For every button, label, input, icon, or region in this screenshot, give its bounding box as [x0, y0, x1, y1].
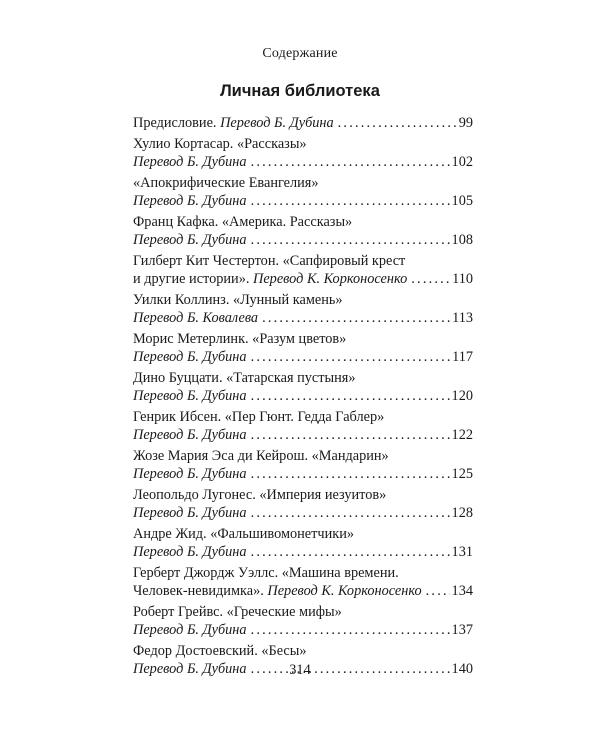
toc-line — [133, 486, 473, 504]
dot-leader — [411, 270, 450, 288]
toc-line-text — [133, 465, 247, 483]
dot-leader — [262, 309, 450, 327]
toc-entry — [133, 408, 473, 444]
entry-page-number: 105 — [451, 193, 473, 209]
toc-entry — [133, 564, 473, 600]
dot-leader — [251, 192, 450, 210]
toc-line — [133, 330, 473, 348]
toc-line — [133, 465, 473, 483]
entry-title: Герберт Джордж Уэллс. «Машина времени. — [133, 565, 399, 581]
toc-line — [133, 291, 473, 309]
translator-credit: Перевод Б. Дубина — [133, 232, 247, 248]
translator-credit: Перевод Б. Дубина — [133, 193, 247, 209]
dot-leader — [251, 465, 450, 483]
toc-line-text — [133, 447, 389, 465]
toc-line-text — [133, 192, 247, 210]
toc-line-text — [133, 153, 247, 171]
translator-credit: Перевод Б. Дубина — [133, 544, 247, 560]
entry-title: и другие истории». — [133, 271, 253, 287]
dot-leader — [251, 543, 450, 561]
entry-page-number: 128 — [451, 505, 473, 521]
toc-line — [133, 387, 473, 405]
toc-line — [133, 309, 473, 327]
entry-title: Андре Жид. «Фальшивомонетчики» — [133, 526, 354, 542]
toc-entry — [133, 369, 473, 405]
toc-line — [133, 447, 473, 465]
entry-page-number: 125 — [451, 466, 473, 482]
translator-credit: Перевод Б. Дубина — [220, 115, 334, 131]
toc-line-text — [133, 603, 342, 621]
toc-line-text — [133, 309, 258, 327]
toc-line — [133, 564, 473, 582]
section-title: Личная библиотека — [220, 82, 380, 100]
toc-line — [133, 408, 473, 426]
toc-line — [133, 426, 473, 444]
dot-leader — [426, 582, 450, 600]
entry-page-number: 140 — [451, 661, 473, 677]
toc-line-text — [133, 270, 407, 288]
toc-entry — [133, 114, 473, 132]
toc-line — [133, 114, 473, 132]
toc-line — [133, 621, 473, 639]
toc-entry — [133, 330, 473, 366]
toc-entry — [133, 252, 473, 288]
entry-title: Морис Метерлинк. «Разум цветов» — [133, 331, 347, 347]
entry-page-number: 131 — [451, 544, 473, 560]
toc-entry — [133, 447, 473, 483]
toc-line — [133, 174, 473, 192]
entry-title: Уилки Коллинз. «Лунный камень» — [133, 292, 343, 308]
toc-line-text — [133, 582, 422, 600]
entry-title: Роберт Грейвс. «Греческие мифы» — [133, 604, 342, 620]
entry-page-number: 99 — [458, 115, 473, 131]
toc-line-text — [133, 174, 319, 192]
toc-line-text — [133, 231, 247, 249]
entry-title: Человек-невидимка». — [133, 583, 268, 599]
translator-credit: Перевод К. Корконосенко — [253, 271, 408, 287]
entry-page-number: 120 — [451, 388, 473, 404]
page-number: 314 — [289, 662, 311, 678]
translator-credit: Перевод Б. Дубина — [133, 154, 247, 170]
translator-credit: Перевод Б. Дубина — [133, 505, 247, 521]
toc-line-text — [133, 525, 354, 543]
toc-line-text — [133, 252, 405, 270]
table-of-contents — [133, 114, 473, 681]
entry-page-number: 122 — [451, 427, 473, 443]
toc-entry — [133, 603, 473, 639]
toc-line-text — [133, 426, 247, 444]
translator-credit: Перевод Б. Дубина — [133, 349, 247, 365]
toc-line-text — [133, 114, 334, 132]
toc-line — [133, 369, 473, 387]
toc-line — [133, 252, 473, 270]
entry-page-number: 110 — [452, 271, 473, 287]
entry-title: Предисловие. — [133, 115, 221, 131]
toc-line-text — [133, 621, 247, 639]
entry-title: Гилберт Кит Честертон. «Сапфировый крест — [133, 253, 406, 269]
toc-line-text — [133, 330, 346, 348]
entry-title: Леопольдо Лугонес. «Империя иезуитов» — [133, 487, 387, 503]
toc-line-text — [133, 135, 307, 153]
entry-page-number: 113 — [452, 310, 473, 326]
translator-credit: Перевод Б. Дубина — [133, 427, 247, 443]
toc-line-text — [133, 348, 247, 366]
toc-line — [133, 642, 473, 660]
toc-entry — [133, 135, 473, 171]
entry-title: Хулио Кортасар. «Рассказы» — [133, 136, 307, 152]
toc-line-text — [133, 369, 355, 387]
entry-title: Жозе Мария Эса ди Кейрош. «Мандарин» — [133, 448, 389, 464]
toc-line-text — [133, 504, 247, 522]
dot-leader — [251, 231, 450, 249]
entry-title: Федор Достоевский. «Бесы» — [133, 643, 307, 659]
translator-credit: Перевод Б. Дубина — [133, 622, 247, 638]
toc-line — [133, 504, 473, 522]
toc-line — [133, 603, 473, 621]
toc-line — [133, 192, 473, 210]
toc-line — [133, 525, 473, 543]
toc-entry — [133, 174, 473, 210]
toc-line — [133, 543, 473, 561]
toc-line — [133, 270, 473, 288]
dot-leader — [251, 348, 451, 366]
toc-line-text — [133, 387, 247, 405]
toc-line — [133, 153, 473, 171]
dot-leader — [251, 621, 450, 639]
toc-entry — [133, 291, 473, 327]
translator-credit: Перевод К. Корконосенко — [267, 583, 422, 599]
toc-line — [133, 231, 473, 249]
entry-page-number: 108 — [451, 232, 473, 248]
dot-leader — [251, 426, 450, 444]
toc-line — [133, 348, 473, 366]
toc-line-text — [133, 564, 399, 582]
toc-line-text — [133, 291, 343, 309]
toc-line — [133, 582, 473, 600]
translator-credit: Перевод Б. Дубина — [133, 466, 247, 482]
translator-credit: Перевод Б. Дубина — [133, 661, 247, 677]
toc-line-text — [133, 642, 307, 660]
dot-leader — [338, 114, 457, 132]
entry-page-number: 134 — [451, 583, 473, 599]
translator-credit: Перевод Б. Дубина — [133, 388, 247, 404]
dot-leader — [251, 387, 450, 405]
entry-title: «Апокрифические Евангелия» — [133, 175, 319, 191]
toc-entry — [133, 525, 473, 561]
running-head: Содержание — [262, 46, 338, 61]
toc-entry — [133, 213, 473, 249]
toc-line-text — [133, 543, 247, 561]
entry-page-number: 117 — [452, 349, 473, 365]
toc-line-text — [133, 486, 386, 504]
toc-line — [133, 213, 473, 231]
translator-credit: Перевод Б. Ковалева — [133, 310, 259, 326]
toc-entry — [133, 486, 473, 522]
entry-page-number: 102 — [451, 154, 473, 170]
toc-line-text — [133, 408, 384, 426]
toc-line — [133, 135, 473, 153]
dot-leader — [251, 153, 450, 171]
entry-page-number: 137 — [451, 622, 473, 638]
entry-title: Дино Буццати. «Татарская пустыня» — [133, 370, 356, 386]
entry-title: Генрик Ибсен. «Пер Гюнт. Гедда Габлер» — [133, 409, 385, 425]
toc-line-text — [133, 213, 352, 231]
dot-leader — [251, 504, 450, 522]
entry-title: Франц Кафка. «Америка. Рассказы» — [133, 214, 353, 230]
